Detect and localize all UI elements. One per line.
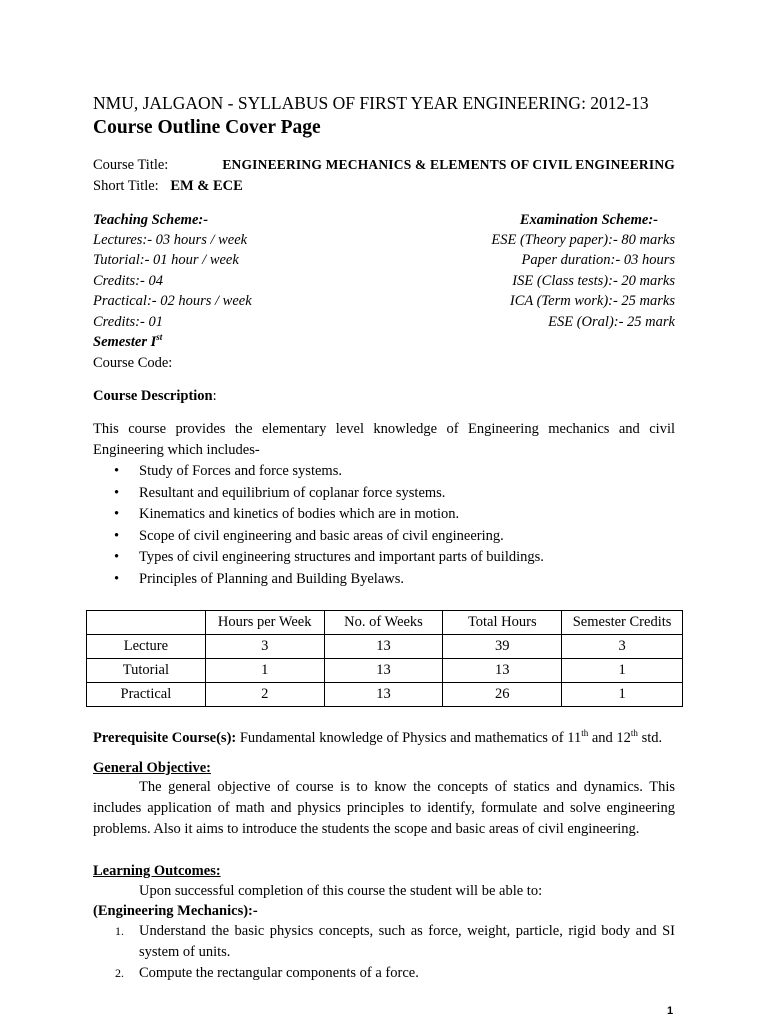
learning-outcomes-intro: Upon successful completion of this course the student will be able to: xyxy=(139,883,543,899)
ese-oral-line: ESE (Oral):- 25 mark xyxy=(548,314,675,330)
table-cell: Practical xyxy=(87,683,206,707)
ese-theory-line: ESE (Theory paper):- 80 marks xyxy=(491,232,675,248)
list-item xyxy=(93,921,675,963)
credits-line-1: Credits:- 04 xyxy=(93,273,163,289)
table-cell: Lecture xyxy=(87,635,206,659)
table-cell: 13 xyxy=(324,683,443,707)
list-item-text: Compute the rectangular components of a force. xyxy=(139,965,419,981)
semester-sup: st xyxy=(156,332,163,343)
course-title-line xyxy=(93,155,675,175)
general-objective-heading: General Objective: xyxy=(93,760,211,776)
exam-scheme-heading: Examination Scheme:- xyxy=(519,212,658,228)
semester-line xyxy=(93,332,162,352)
course-topics-list xyxy=(93,461,675,591)
prerequisite-label: Prerequisite Course(s): xyxy=(93,730,237,746)
ica-line: ICA (Term work):- 25 marks xyxy=(509,293,675,309)
list-item-number: 2. xyxy=(115,966,124,980)
table-cell: 3 xyxy=(205,635,324,659)
course-description-heading xyxy=(93,386,217,406)
prerequisite-text-a: Fundamental knowledge of Physics and mathematics of 11 xyxy=(239,730,582,746)
table-header-cell: Hours per Week xyxy=(205,611,324,635)
credits-line-2: Credits:- 01 xyxy=(93,314,163,330)
page-number: 1 xyxy=(667,1005,674,1017)
table-header-cell: Semester Credits xyxy=(562,611,683,635)
teaching-scheme-heading: Teaching Scheme:- xyxy=(93,212,209,228)
page-title: Course Outline Cover Page xyxy=(93,117,321,138)
list-item: • Scope of civil engineering and basic areas of civil engineering. xyxy=(93,526,675,548)
tutorial-line: Tutorial:- 01 hour / week xyxy=(93,252,239,268)
table-cell: 13 xyxy=(324,659,443,683)
prerequisite-text-c: std. xyxy=(637,730,663,746)
table-cell: 39 xyxy=(443,635,562,659)
table-header-cell xyxy=(87,611,206,635)
engineering-mechanics-heading: (Engineering Mechanics):- xyxy=(93,903,258,919)
ise-line: ISE (Class tests):- 20 marks xyxy=(512,273,675,289)
lectures-line: Lectures:- 03 hours / week xyxy=(93,232,248,248)
learning-outcomes-list xyxy=(93,921,675,984)
table-cell: 13 xyxy=(324,635,443,659)
university-header: NMU, JALGAON - SYLLABUS OF FIRST YEAR ENGINEERING: 2012-13 xyxy=(93,93,649,113)
hours-table xyxy=(86,610,683,707)
table-cell: 1 xyxy=(562,683,683,707)
learning-outcomes-heading: Learning Outcomes: xyxy=(93,863,221,879)
course-description-label: Course Description xyxy=(93,388,213,404)
list-item: • Principles of Planning and Building Byelaws. xyxy=(93,569,675,591)
table-cell: 1 xyxy=(205,659,324,683)
paper-duration-line: Paper duration:- 03 hours xyxy=(521,252,675,268)
table-header-cell: No. of Weeks xyxy=(324,611,443,635)
course-code-line: Course Code: xyxy=(93,355,173,371)
short-title-value: EM & ECE xyxy=(170,178,243,194)
practical-line: Practical:- 02 hours / week xyxy=(93,293,252,309)
semester-label: Semester I xyxy=(93,334,157,350)
list-item: • Kinematics and kinetics of bodies which are in motion. xyxy=(93,504,675,526)
list-item-number: 1. xyxy=(115,924,124,938)
course-description-intro: This course provides the elementary level knowledge of Engineering mechanics and civil Engineering which includes- xyxy=(93,421,675,458)
list-item xyxy=(93,963,675,984)
table-cell: 26 xyxy=(443,683,562,707)
list-item-text: Understand the basic physics concepts, such as force, weight, particle, rigid body and SI system of units. xyxy=(139,923,675,960)
table-cell: 1 xyxy=(562,659,683,683)
prerequisite-sup-a: th xyxy=(581,728,589,739)
table-cell: 3 xyxy=(562,635,683,659)
general-objective-text: The general objective of course is to know the concepts of statics and dynamics. This includes application of math and physics principles to identify, formulate and solve engineering problems. Also it aims to introduce the students the scope and basic areas of civil engineering. xyxy=(93,779,675,837)
table-cell: 13 xyxy=(443,659,562,683)
course-title-value: ENGINEERING MECHANICS & ELEMENTS OF CIVIL ENGINEERING xyxy=(222,157,675,172)
table-row xyxy=(87,683,683,707)
short-title-label: Short Title: xyxy=(93,178,159,194)
list-item: • Study of Forces and force systems. xyxy=(93,461,675,483)
prerequisite-line xyxy=(93,728,662,748)
list-item: • Resultant and equilibrium of coplanar force systems. xyxy=(93,483,675,505)
table-cell: Tutorial xyxy=(87,659,206,683)
prerequisite-text-b: and 12 xyxy=(588,730,631,746)
prerequisite-sup-b: th xyxy=(630,728,638,739)
list-item: • Types of civil engineering structures and important parts of buildings. xyxy=(93,547,675,569)
table-header-row xyxy=(87,611,683,635)
table-header-cell: Total Hours xyxy=(443,611,562,635)
table-cell: 2 xyxy=(205,683,324,707)
course-description-colon: : xyxy=(212,388,217,404)
table-row xyxy=(87,659,683,683)
table-row xyxy=(87,635,683,659)
course-title-label: Course Title: xyxy=(93,157,169,173)
short-title-line xyxy=(93,176,243,196)
